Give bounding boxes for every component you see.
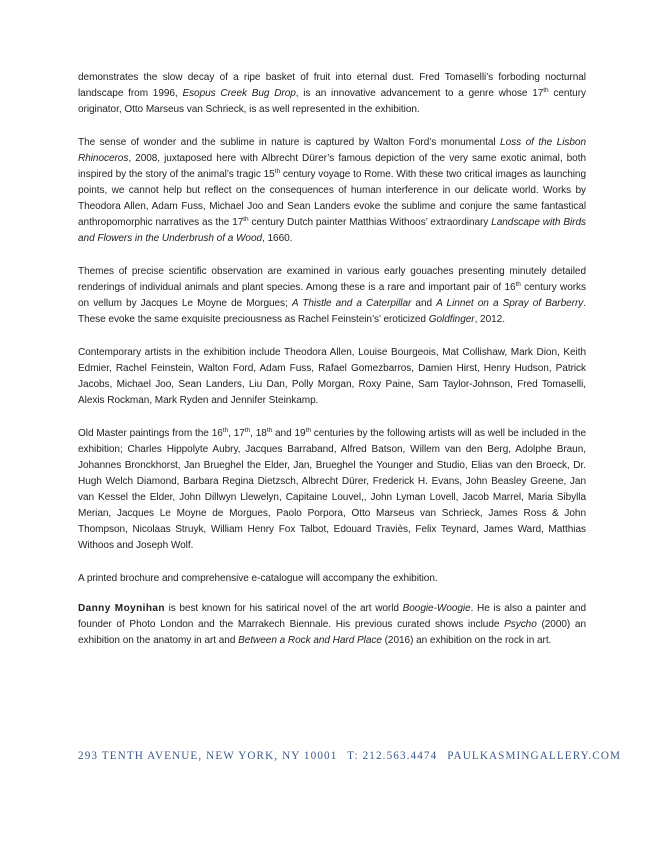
paragraph-3: Themes of precise scientific observation are examined in various early gouaches presenting minutely detailed renderings of individual animals and plant species. Among these is a rare and important pair of 16th century works on vellum by Jacques Le Moyne de Morgues; A Thistle and a Caterpillar and A Linnet on a Spray of Barberry. These evoke the same exquisite preciousness as Rachel Feinstein’s’ eroticized Goldfinger, 2012. bbox=[78, 266, 586, 325]
footer-website[interactable]: PAULKASMINGALLERY.COM bbox=[447, 750, 622, 762]
paragraph-6: A printed brochure and comprehensive e-catalogue will accompany the exhibition. bbox=[78, 573, 438, 584]
footer-address: 293 TENTH AVENUE, NEW YORK, NY 10001 bbox=[78, 750, 338, 762]
paragraph-2: The sense of wonder and the sublime in nature is captured by Walton Ford’s monumental Loss of the Lisbon Rhinoceros, 2008, juxtaposed here with Albrecht Dürer’s famous depiction of the very same exotic animal, both inspired by the story of the animal’s tragic 15th century voyage to Rome. With these two critical images as launching points, we cannot help but reflect on the consequences of human interference in our delicate world. Works by Theodora Allen, Adam Fuss, Michael Joo and Sean Landers evoke the sublime and conjure the same fantastical anthropomorphic narratives as the 17th century Dutch painter Matthias Withoos’ extraordinary Landscape with Birds and Flowers in the Underbrush of a Wood, 1660. bbox=[78, 137, 587, 244]
paragraph-4: Contemporary artists in the exhibition include Theodora Allen, Louise Bourgeois, Mat Collishaw, Mark Dion, Keith Edmier, Rachel Feinstein, Walton Ford, Adam Fuss, Rafael Gomezbarros, Damien Hirst, Henry Hudson, Patrick Jacobs, Michael Joo, Sean Landers, Liu Dan, Polly Morgan, Roxy Paine, Sam Taylor-Johnson, Fred Tomaselli, Alexis Rockman, Mark Ryden and Jennifer Steinkamp. bbox=[78, 347, 586, 406]
paragraph-7: Danny Moynihan is best known for his satirical novel of the art world Boogie-Woogie. He is also a painter and founder of Photo London and the Marrakech Biennale. His previous curated shows include Psycho (2000) an exhibition on the anatomy in art and Between a Rock and Hard Place (2016) an exhibition on the rock in art. bbox=[78, 603, 586, 646]
gallery-footer bbox=[78, 750, 622, 762]
paragraph-5: Old Master paintings from the 16th, 17th, 18th and 19th centuries by the following artists will as well be included in the exhibition; Charles Hippolyte Aubry, Jacques Barraband, Alfred Batson, Willem van den Berg, Adolphe Braun, Johannes Bronckhorst, Jan Brueghel the Elder, Jan, Brueghel the Younger and Studio, Elias van den Broeck, Dr. Hugh Welch Diamond, Barbara Regina Dietzsch, Albrecht Dürer, Frederick H. Evans, John Beasley Greene, Jan van Kessel the Elder, John Dillwyn Llewelyn, Capitaine Louvel,, John Lyman Lovell, Jacob Marrel, Maria Sibylla Merian, Jacques Le Moyne de Morgues, Paolo Porpora, Otto Marseus van Schrieck, James Ross & John Thompson, Nicolaas Struyk, William Henry Fox Talbot, Edouard Traviès, Felix Teynard, James Ward, Matthias Withoos and Joseph Wolf. bbox=[78, 427, 587, 551]
footer-phone: T: 212.563.4474 bbox=[347, 750, 438, 762]
body-text bbox=[78, 70, 586, 666]
paragraph-1: demonstrates the slow decay of a ripe basket of fruit into eternal dust. Fred Tomaselli’s forboding nocturnal landscape from 1996, Esopus Creek Bug Drop, is an innovative advancement to a genre whose 17th century originator, Otto Marseus van Schrieck, is as well represented in the exhibition. bbox=[78, 72, 586, 115]
